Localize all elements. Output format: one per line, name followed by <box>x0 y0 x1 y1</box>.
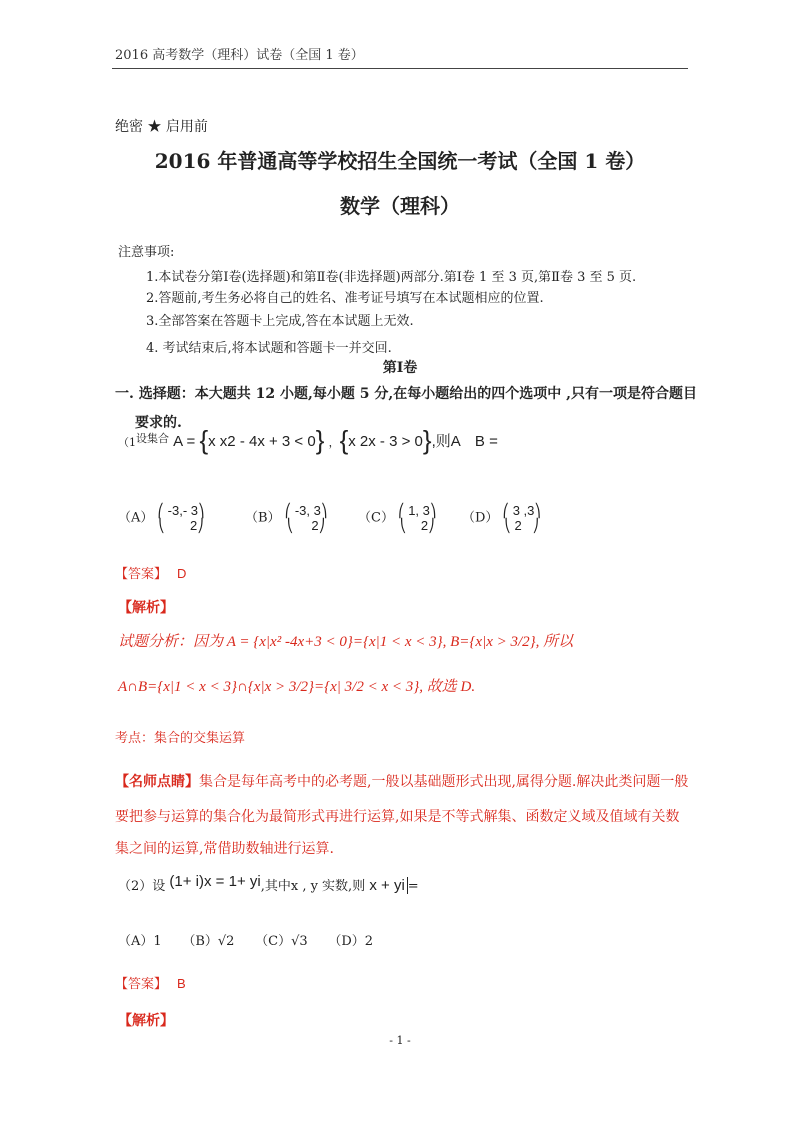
option-label: （B） <box>245 510 281 526</box>
page-number: - 1 - <box>389 1034 411 1047</box>
question-2 <box>118 873 419 894</box>
q2-number: （2）设 <box>118 879 166 894</box>
q1-suffix: ,则A B = <box>431 433 498 450</box>
option-c-math: ⎛ 1, 3⎞ ⎝ 2⎠ <box>398 503 437 533</box>
exam-title: 2016 年普通高等学校招生全国统一考试（全国 1 卷） <box>154 149 646 173</box>
answer-1 <box>115 563 186 582</box>
option-label: （D） <box>462 510 499 526</box>
notice-item: 3.全部答案在答题卡上完成,答在本试题上无效. <box>146 314 414 329</box>
q2-equation: (1+ i)x = 1+ yi <box>169 873 261 890</box>
answer-value: D <box>177 566 187 581</box>
kaodian: 考点：集合的交集运算 <box>115 731 246 746</box>
notice-item: 4. 考试结束后,将本试题和答题卡一并交回. <box>146 341 392 356</box>
answer-label: 【答案】 <box>115 567 168 582</box>
header-divider <box>112 68 688 69</box>
q2-option-c: （C）√3 <box>255 934 308 949</box>
q1-set-a: x x2 - 4x + 3 < 0 <box>208 433 316 450</box>
notice-heading: 注意事项: <box>118 245 175 260</box>
tip-text: 集合是每年高考中的必考题,一般以基础题形式出现,属得分题.解决此类问题一般 <box>199 774 689 790</box>
option-d-math: ⎛ 3 ,3⎞ ⎝ 2 ⎠ <box>502 503 541 533</box>
analysis-heading-2: 【解析】 <box>118 1013 174 1029</box>
part-title: 第Ⅰ卷 <box>382 360 418 376</box>
answer-2 <box>115 973 186 992</box>
q2-option-b: （B）√2 <box>182 934 235 949</box>
q1-set-b: x 2x - 3 > 0 <box>348 433 423 450</box>
section-heading-cont: 要求的. <box>135 415 182 431</box>
q1-set-a-label: A = <box>173 433 200 450</box>
q2-option-d: （D）2 <box>328 934 374 949</box>
answer-label: 【答案】 <box>115 977 168 992</box>
q1-option-b <box>245 503 327 533</box>
q2-mid: ,其中x , y 实数,则 <box>260 879 366 894</box>
q1-comma: ， <box>328 436 340 449</box>
q1-prefix: 设集合 <box>136 432 169 445</box>
answer-value: B <box>177 976 186 991</box>
tip-label: 【名师点睛】 <box>115 774 199 790</box>
q2-options <box>118 930 373 949</box>
exam-subtitle: 数学（理科） <box>340 194 460 218</box>
q1-option-d <box>462 503 541 533</box>
analysis-heading-1: 【解析】 <box>118 600 174 616</box>
section-heading: 一. 选择题：本大题共 12 小题,每小题 5 分,在每小题给出的四个选项中 ,只有一项是符合题目 <box>115 386 697 402</box>
option-label: （C） <box>358 510 394 526</box>
option-a-math: ⎛ -3,- 3⎞ ⎝ 2⎠ <box>157 503 205 533</box>
q1-option-a <box>118 503 205 533</box>
tip-line-1 <box>115 771 688 791</box>
analysis-line-1: 试题分析：因为 A = {x|x² -4x+3 < 0}={x|1 < x < 3}, B={x|x > 3/2}, 所以 <box>118 634 574 650</box>
q1-option-c <box>358 503 436 533</box>
q1-number: （1 <box>118 436 136 449</box>
option-b-math: ⎛ -3, 3⎞ ⎝ 2⎠ <box>284 503 328 533</box>
page-header: 2016 高考数学（理科）试卷（全国 1 卷） <box>115 48 364 63</box>
q2-end: = <box>407 879 419 894</box>
q2-option-a: （A）1 <box>118 934 162 949</box>
notice-item: 1.本试卷分第Ⅰ卷(选择题)和第Ⅱ卷(非选择题)两部分.第Ⅰ卷 1 至 3 页,第Ⅱ卷 3 至 5 页. <box>146 270 637 285</box>
secret-mark: 绝密 ★ 启用前 <box>115 119 208 135</box>
question-1: （$1^{设集合}$ A = {x x2 - 4x + 3 < 0} ，{x 2x - 3 > 0},则A B = <box>118 425 498 455</box>
analysis-line-2: A∩B={x|1 < x < 3}∩{x|x > 3/2}={x| 3/2 < x < 3}, 故选 D. <box>118 679 476 695</box>
notice-item: 2.答题前,考生务必将自己的姓名、准考证号填写在本试题相应的位置. <box>146 291 544 306</box>
tip-line-3: 集之间的运算,常借助数轴进行运算. <box>115 841 334 857</box>
tip-line-2: 要把参与运算的集合化为最简形式再进行运算,如果是不等式解集、函数定义域及值域有关数 <box>115 809 680 825</box>
q2-expression: x + yi <box>369 877 407 894</box>
option-label: （A） <box>118 510 154 526</box>
